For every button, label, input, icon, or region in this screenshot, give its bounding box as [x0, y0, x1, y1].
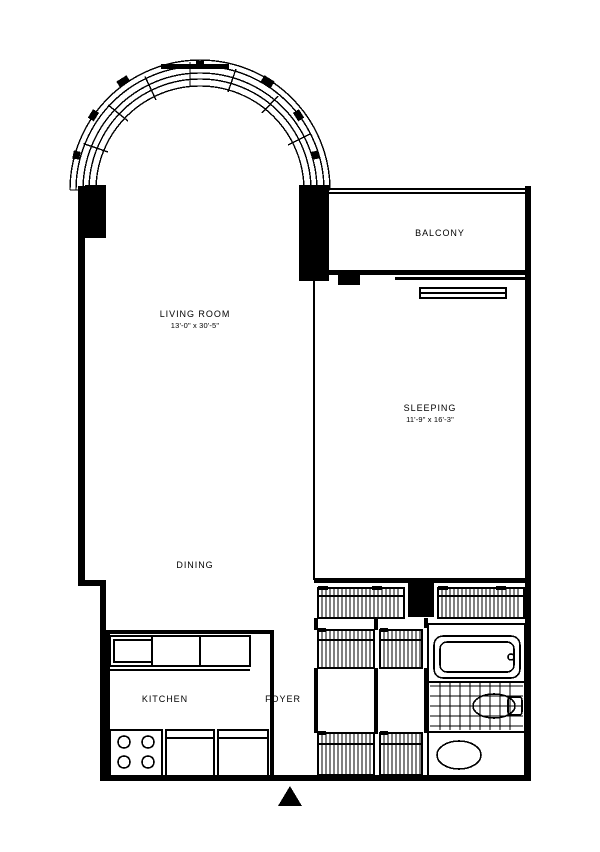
room-name-balcony: BALCONY — [415, 228, 465, 238]
north-arrow-triangle — [278, 786, 302, 806]
arch-sash-blocks — [72, 61, 320, 160]
bathtub — [434, 636, 520, 678]
wall-upper-lower-core — [314, 578, 531, 583]
room-name-kitchen: KITCHEN — [141, 694, 189, 704]
wall-pier-closet — [408, 583, 434, 617]
sink — [428, 732, 525, 769]
kitchen-counter-upper — [110, 636, 250, 670]
kitchen-range-and-cabinets — [110, 730, 268, 776]
room-name-dining: DINING — [176, 560, 214, 570]
arched-window-bay — [70, 60, 330, 190]
closet-left-middle — [318, 628, 374, 668]
wall-left — [78, 186, 85, 586]
wall-pier-top-right — [299, 186, 329, 281]
wall-foyer-right — [270, 630, 274, 776]
room-dims-living-room: 13'-0" x 30'-5" — [170, 321, 220, 331]
bathroom — [428, 624, 525, 776]
closet-mid — [380, 628, 422, 668]
room-name-foyer: FOYER — [265, 694, 301, 704]
closet-right-upper — [438, 586, 524, 618]
closet-left-upper — [318, 586, 404, 618]
bath-floor-tile — [430, 682, 523, 730]
room-name-sleeping: SLEEPING — [403, 403, 457, 413]
wall-jog-dining — [78, 580, 106, 586]
balcony-outline — [329, 189, 525, 298]
room-dims-sleeping: 11'-9" x 16'-3" — [406, 415, 454, 425]
closet-left-lower — [318, 731, 374, 775]
wall-kitchen-top — [106, 630, 274, 634]
room-name-living-room: LIVING ROOM — [159, 309, 231, 319]
wall-corner-top-left — [78, 186, 106, 238]
closet-bottom-mid — [380, 731, 422, 775]
wall-right — [525, 186, 531, 781]
wall-lower-left — [100, 580, 106, 781]
